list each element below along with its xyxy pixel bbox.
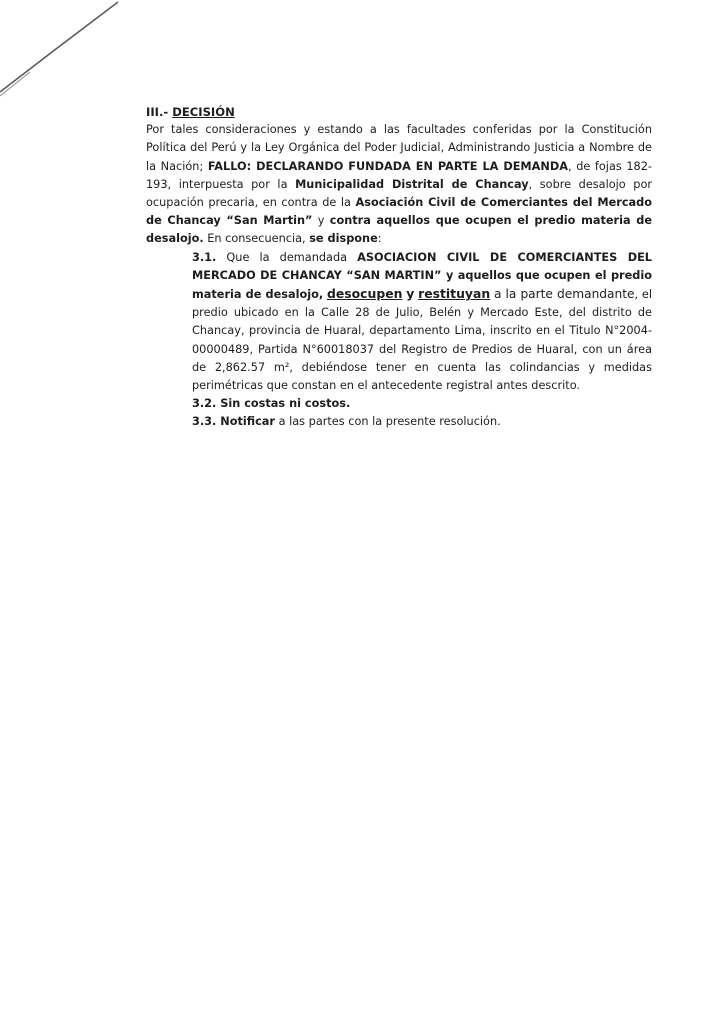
disposition-item-3-2 — [192, 395, 652, 413]
section-heading — [146, 103, 652, 121]
scan-edge-mark — [0, 0, 130, 100]
para-text-6: : — [377, 232, 382, 246]
notify-clause: 3.3. Notificar — [192, 415, 275, 429]
fallo-ruling: FALLO: DECLARANDO FUNDADA EN PARTE LA DEMANDA — [207, 159, 568, 173]
defendant-caps: ASOCIACION CIVIL DE COMERCIANTES DEL MERCADO DE CHANCAY “SAN MARTIN” y aquellos que ocupen el predio materia de desalojo, — [192, 250, 652, 302]
decision-paragraph — [146, 121, 652, 248]
document-body — [146, 103, 652, 432]
para-text-3: , sobre desalojo por ocupación precaria, en contra de la — [146, 177, 652, 210]
para-text-2: , de fojas 182-193, interpuesta por la — [146, 159, 653, 191]
section-title: DECISIÓN — [172, 105, 235, 119]
costs-clause: 3.2. Sin costas ni costos. — [192, 397, 351, 411]
parte-demandante: a la parte demandante — [493, 287, 635, 302]
se-dispone: se dispone — [309, 232, 378, 246]
disposition-item-3-1 — [192, 249, 652, 396]
occupants-clause: contra aquellos que ocupen el predio materia de desalojo. — [146, 214, 652, 246]
item-number: 3.1. — [192, 250, 217, 264]
para-text-1: Por tales consideraciones y estando a las facultades conferidas por la Constitución Política del Perú y la Ley Orgánica del Poder Judicial, Administrando Justicia a Nombre de la Nación; — [146, 123, 652, 173]
scan-edge-line — [0, 0, 130, 100]
restituyan-underlined: restituyan — [418, 286, 491, 302]
para-text-4: y — [312, 214, 330, 228]
plaintiff-name: Municipalidad Distrital de Chancay — [295, 177, 529, 191]
conjunction-y: y — [406, 286, 415, 302]
para-text-5: En consecuencia, — [203, 232, 310, 246]
defendant-name: Asociación Civil de Comerciantes del Mercado de Chancay “San Martin” — [146, 196, 652, 228]
desocupen-underlined: desocupen — [327, 286, 403, 302]
notify-text: a las partes con la presente resolución. — [275, 415, 501, 429]
section-number: III.- — [146, 105, 169, 119]
disposition-item-3-3 — [192, 413, 652, 431]
item-text-1: Que la demandada — [216, 250, 358, 264]
dispositions-list — [192, 249, 652, 432]
item-text-6: , el predio ubicado en la Calle 28 de Julio, Belén y Mercado Este, del distrito de Chancay, provincia de Huaral, departamento Lima, inscrito en el Titulo N°2004-00000489, Partida N°60018037 del Registro de Predios de Huaral, con un área de 2,862.57 m², debiéndose tener en cuenta las colindancias y medidas perimétricas que constan en el antecedente registral antes descrito. — [192, 288, 652, 393]
